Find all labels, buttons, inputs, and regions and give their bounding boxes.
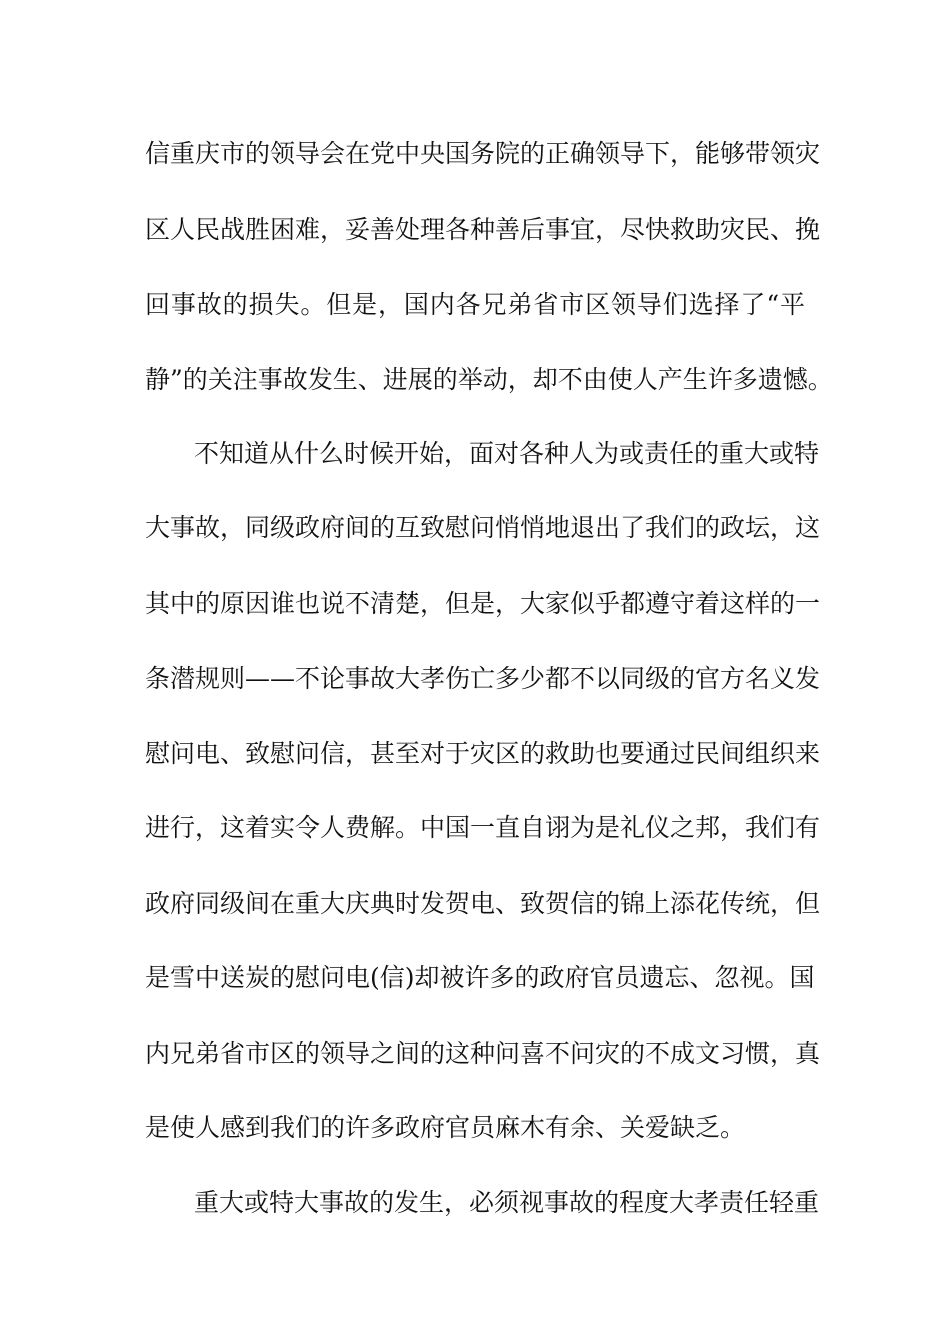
text-line-12: 是雪中送炭的慰问电(信)却被许多的政府官员遗忘、忽视。国 (145, 963, 815, 992)
text-line-7: 其中的原因谁也说不清楚，但是，大家似乎都遵守着这样的一 (145, 589, 821, 618)
text-line-15: 重大或特大事故的发生，必须视事故的程度大孝责任轻重 (194, 1188, 820, 1217)
text-line-1: 信重庆市的领导会在党中央国务院的正确领导下，能够带领灾 (145, 139, 821, 168)
text-line-9: 慰问电、致慰问信，甚至对于灾区的救助也要通过民间组织来 (145, 739, 821, 768)
text-line-8: 条潜规则——不论事故大孝伤亡多少都不以同级的官方名义发 (145, 664, 821, 693)
text-line-4: 静”的关注事故发生、进展的举动，却不由使人产生许多遗憾。 (145, 365, 833, 394)
text-line-3: 回事故的损失。但是，国内各兄弟省市区领导们选择了“平 (145, 290, 805, 319)
text-line-5: 不知道从什么时候开始，面对各种人为或责任的重大或特 (194, 439, 820, 468)
text-line-13: 内兄弟省市区的领导之间的这种问喜不问灾的不成文习惯，真 (145, 1039, 821, 1068)
text-line-11: 政府同级间在重大庆典时发贺电、致贺信的锦上添花传统，但 (145, 889, 821, 918)
text-line-2: 区人民战胜困难，妥善处理各种善后事宜，尽快救助灾民、挽 (145, 215, 821, 244)
text-line-6: 大事故，同级政府间的互致慰问悄悄地退出了我们的政坛，这 (145, 513, 821, 542)
text-line-14: 是使人感到我们的许多政府官员麻木有余、关爱缺乏。 (145, 1113, 746, 1142)
text-line-10: 进行，这着实令人费解。中国一直自诩为是礼仪之邦，我们有 (145, 813, 821, 842)
